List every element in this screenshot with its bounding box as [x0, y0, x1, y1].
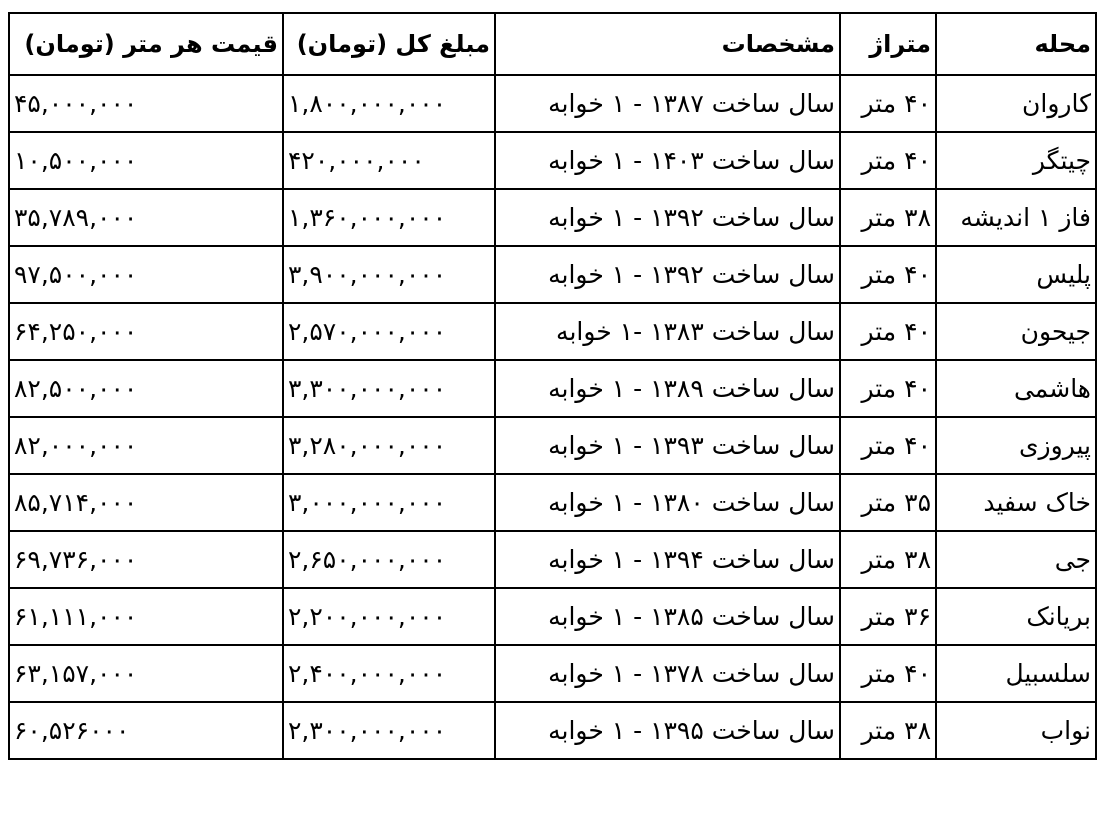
cell-spec: سال ساخت ۱۳۸۵ - ۱ خوابه	[495, 588, 840, 645]
table-row	[9, 417, 1096, 474]
cell-total-price: ۱,۳۶۰,۰۰۰,۰۰۰	[283, 189, 495, 246]
table-row	[9, 132, 1096, 189]
cell-total-price: ۳,۰۰۰,۰۰۰,۰۰۰	[283, 474, 495, 531]
cell-size: ۴۰ متر	[840, 75, 936, 132]
cell-spec: سال ساخت ۱۳۹۵ - ۱ خوابه	[495, 702, 840, 759]
table-row	[9, 189, 1096, 246]
cell-size: ۴۰ متر	[840, 645, 936, 702]
cell-spec: سال ساخت ۱۳۸۹ - ۱ خوابه	[495, 360, 840, 417]
cell-area: جی	[936, 531, 1096, 588]
header-area: محله	[936, 13, 1096, 75]
cell-unit-price: ۶۰,۵۲۶۰۰۰	[9, 702, 283, 759]
cell-total-price: ۲,۶۵۰,۰۰۰,۰۰۰	[283, 531, 495, 588]
table-row	[9, 645, 1096, 702]
table-row	[9, 246, 1096, 303]
cell-size: ۳۶ متر	[840, 588, 936, 645]
cell-total-price: ۲,۲۰۰,۰۰۰,۰۰۰	[283, 588, 495, 645]
header-total-price: مبلغ کل (تومان)	[283, 13, 495, 75]
cell-spec: سال ساخت ۱۴۰۳ - ۱ خوابه	[495, 132, 840, 189]
header-size: متراژ	[840, 13, 936, 75]
table-row	[9, 474, 1096, 531]
cell-spec: سال ساخت ۱۳۷۸ - ۱ خوابه	[495, 645, 840, 702]
cell-total-price: ۲,۵۷۰,۰۰۰,۰۰۰	[283, 303, 495, 360]
cell-area: فاز ۱ اندیشه	[936, 189, 1096, 246]
cell-area: چیتگر	[936, 132, 1096, 189]
cell-size: ۴۰ متر	[840, 360, 936, 417]
table-row	[9, 702, 1096, 759]
cell-spec: سال ساخت ۱۳۹۲ - ۱ خوابه	[495, 246, 840, 303]
cell-area: بریانک	[936, 588, 1096, 645]
price-table-container	[8, 12, 1097, 760]
table-row	[9, 303, 1096, 360]
cell-total-price: ۲,۳۰۰,۰۰۰,۰۰۰	[283, 702, 495, 759]
cell-area: هاشمی	[936, 360, 1096, 417]
cell-total-price: ۳,۳۰۰,۰۰۰,۰۰۰	[283, 360, 495, 417]
cell-spec: سال ساخت ۱۳۹۴ - ۱ خوابه	[495, 531, 840, 588]
cell-spec: سال ساخت ۱۳۸۷ - ۱ خوابه	[495, 75, 840, 132]
cell-unit-price: ۶۱,۱۱۱,۰۰۰	[9, 588, 283, 645]
cell-size: ۴۰ متر	[840, 303, 936, 360]
cell-total-price: ۴۲۰,۰۰۰,۰۰۰	[283, 132, 495, 189]
cell-unit-price: ۸۲,۵۰۰,۰۰۰	[9, 360, 283, 417]
cell-unit-price: ۴۵,۰۰۰,۰۰۰	[9, 75, 283, 132]
cell-spec: سال ساخت ۱۳۸۳ -۱ خوابه	[495, 303, 840, 360]
cell-unit-price: ۳۵,۷۸۹,۰۰۰	[9, 189, 283, 246]
cell-spec: سال ساخت ۱۳۸۰ - ۱ خوابه	[495, 474, 840, 531]
cell-unit-price: ۹۷,۵۰۰,۰۰۰	[9, 246, 283, 303]
table-row	[9, 531, 1096, 588]
cell-area: سلسبیل	[936, 645, 1096, 702]
cell-unit-price: ۱۰,۵۰۰,۰۰۰	[9, 132, 283, 189]
table-row	[9, 75, 1096, 132]
cell-total-price: ۱,۸۰۰,۰۰۰,۰۰۰	[283, 75, 495, 132]
cell-total-price: ۳,۲۸۰,۰۰۰,۰۰۰	[283, 417, 495, 474]
cell-unit-price: ۸۲,۰۰۰,۰۰۰	[9, 417, 283, 474]
cell-unit-price: ۶۳,۱۵۷,۰۰۰	[9, 645, 283, 702]
cell-area: پلیس	[936, 246, 1096, 303]
cell-area: کاروان	[936, 75, 1096, 132]
cell-size: ۴۰ متر	[840, 246, 936, 303]
cell-size: ۳۵ متر	[840, 474, 936, 531]
cell-size: ۳۸ متر	[840, 702, 936, 759]
table-header	[9, 13, 1096, 75]
cell-total-price: ۳,۹۰۰,۰۰۰,۰۰۰	[283, 246, 495, 303]
cell-area: جیحون	[936, 303, 1096, 360]
table-body	[9, 75, 1096, 759]
cell-spec: سال ساخت ۱۳۹۳ - ۱ خوابه	[495, 417, 840, 474]
header-row	[9, 13, 1096, 75]
cell-area: خاک سفید	[936, 474, 1096, 531]
table-row	[9, 360, 1096, 417]
cell-size: ۳۸ متر	[840, 531, 936, 588]
cell-area: پیروزی	[936, 417, 1096, 474]
cell-size: ۴۰ متر	[840, 132, 936, 189]
cell-size: ۴۰ متر	[840, 417, 936, 474]
header-unit-price: قیمت هر متر (تومان)	[9, 13, 283, 75]
table-row	[9, 588, 1096, 645]
cell-area: نواب	[936, 702, 1096, 759]
cell-total-price: ۲,۴۰۰,۰۰۰,۰۰۰	[283, 645, 495, 702]
cell-spec: سال ساخت ۱۳۹۲ - ۱ خوابه	[495, 189, 840, 246]
cell-unit-price: ۸۵,۷۱۴,۰۰۰	[9, 474, 283, 531]
cell-unit-price: ۶۹,۷۳۶,۰۰۰	[9, 531, 283, 588]
cell-size: ۳۸ متر	[840, 189, 936, 246]
cell-unit-price: ۶۴,۲۵۰,۰۰۰	[9, 303, 283, 360]
header-spec: مشخصات	[495, 13, 840, 75]
price-table	[8, 12, 1097, 760]
